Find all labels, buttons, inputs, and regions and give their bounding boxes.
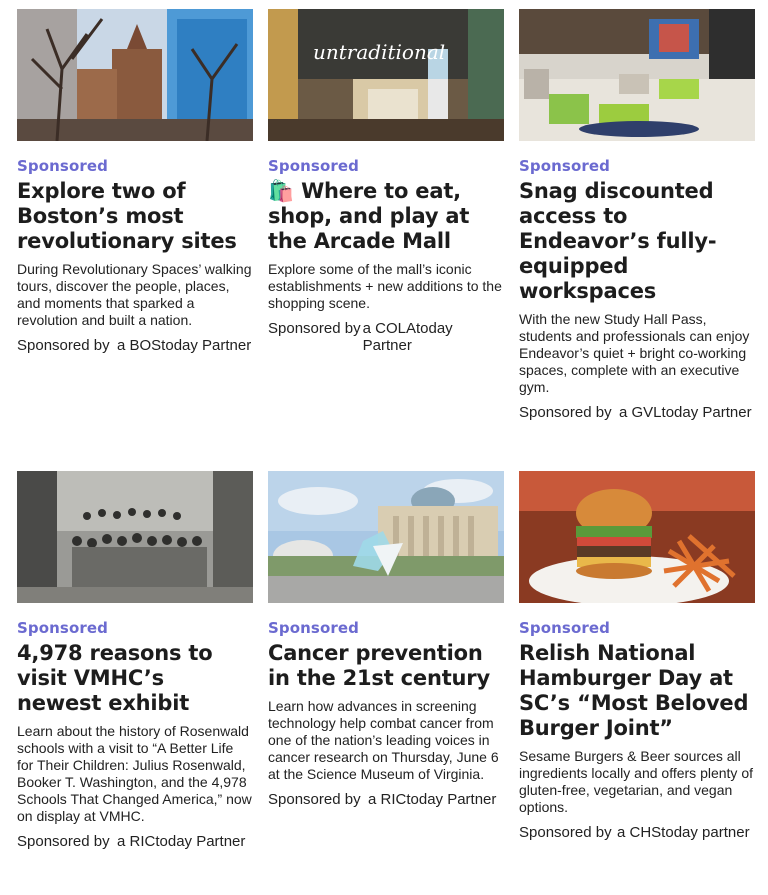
sponsored-label: Sponsored [268, 619, 359, 637]
sponsored-card-boston[interactable] [17, 9, 253, 354]
sponsored-by-label: Sponsored by [519, 404, 612, 421]
card-image-science-museum[interactable] [268, 471, 504, 603]
sponsor-meta [268, 791, 504, 808]
sponsored-by-label: Sponsored by [268, 791, 361, 808]
card-description: Learn about the history of Rosenwald schools with a visit to “A Better Life for Their Children: Julius Rosenwald, Booker T. Washington, and the 4,978 Schools That Changed America,” now on display at VMHC. [17, 723, 252, 824]
partner-link[interactable]: a CHStoday partner [617, 824, 750, 841]
sponsored-card-science-museum[interactable] [268, 471, 504, 808]
partner-link[interactable]: a RICtoday Partner [117, 833, 246, 850]
sponsored-by-label: Sponsored by [17, 833, 110, 850]
sponsor-meta [17, 833, 253, 850]
sponsored-card-endeavor[interactable] [519, 9, 755, 421]
card-description: Sesame Burgers & Beer sources all ingredients locally and offers plenty of gluten-free, vegetarian, and vegan options. [519, 748, 753, 815]
sponsored-label: Sponsored [268, 157, 359, 175]
card-image-arcade-mall-interior[interactable] [268, 9, 504, 141]
card-description: Learn how advances in screening technology help combat cancer from one of the nation’s leading voices in cancer research on Thursday, June 6 at the Science Museum of Virginia. [268, 698, 499, 782]
untraditional-sign-text: untraditional [313, 40, 446, 64]
card-title[interactable]: Relish National Hamburger Day at SC’s “Most Beloved Burger Joint” [519, 641, 749, 740]
card-title[interactable] [268, 179, 504, 254]
card-title-text: Where to eat, shop, and play at the Arcade Mall [268, 179, 470, 253]
sponsor-meta [268, 320, 504, 354]
partner-link[interactable]: a COLAtoday Partner [362, 320, 453, 354]
sponsored-card-sesame-burgers[interactable] [519, 471, 755, 841]
partner-link[interactable]: a RICtoday Partner [368, 791, 497, 808]
sponsored-card-arcade-mall[interactable] [268, 9, 504, 354]
card-title[interactable]: Explore two of Boston’s most revolutionary sites [17, 179, 237, 253]
sponsored-label: Sponsored [519, 157, 610, 175]
shopping-bags-icon: 🛍️ [268, 179, 294, 203]
card-image-boston-old-state-house[interactable] [17, 9, 253, 141]
card-title[interactable]: Cancer prevention in the 21st century [268, 641, 490, 690]
partner-link[interactable]: a BOStoday Partner [117, 337, 252, 354]
card-description: During Revolutionary Spaces’ walking tours, discover the people, places, and moments that sparked a revolution and built a nation. [17, 261, 252, 328]
sponsored-card-vmhc[interactable] [17, 471, 253, 850]
sponsored-by-label: Sponsored by [17, 337, 110, 354]
sponsored-label: Sponsored [17, 619, 108, 637]
sponsored-label: Sponsored [519, 619, 610, 637]
card-image-burger-and-fries[interactable] [519, 471, 755, 603]
sponsored-by-label: Sponsored by [268, 320, 361, 337]
card-image-endeavor-lounge[interactable] [519, 9, 755, 141]
sponsor-meta [17, 337, 253, 354]
card-description: Explore some of the mall’s iconic establishments + new additions to the shopping scene. [268, 261, 502, 311]
card-description: With the new Study Hall Pass, students and professionals can enjoy Endeavor’s quiet + bright co-working spaces, complete with an executive gym. [519, 311, 750, 395]
sponsored-by-label: Sponsored by [519, 824, 612, 841]
sponsor-meta [519, 404, 755, 421]
sponsored-label: Sponsored [17, 157, 108, 175]
sponsor-meta [519, 824, 755, 841]
card-title[interactable]: Snag discounted access to Endeavor’s fully-equipped workspaces [519, 179, 717, 303]
partner-link[interactable]: a GVLtoday Partner [619, 404, 752, 421]
card-title[interactable]: 4,978 reasons to visit VMHC’s newest exhibit [17, 641, 213, 715]
card-image-vmhc-historic-photo[interactable] [17, 471, 253, 603]
